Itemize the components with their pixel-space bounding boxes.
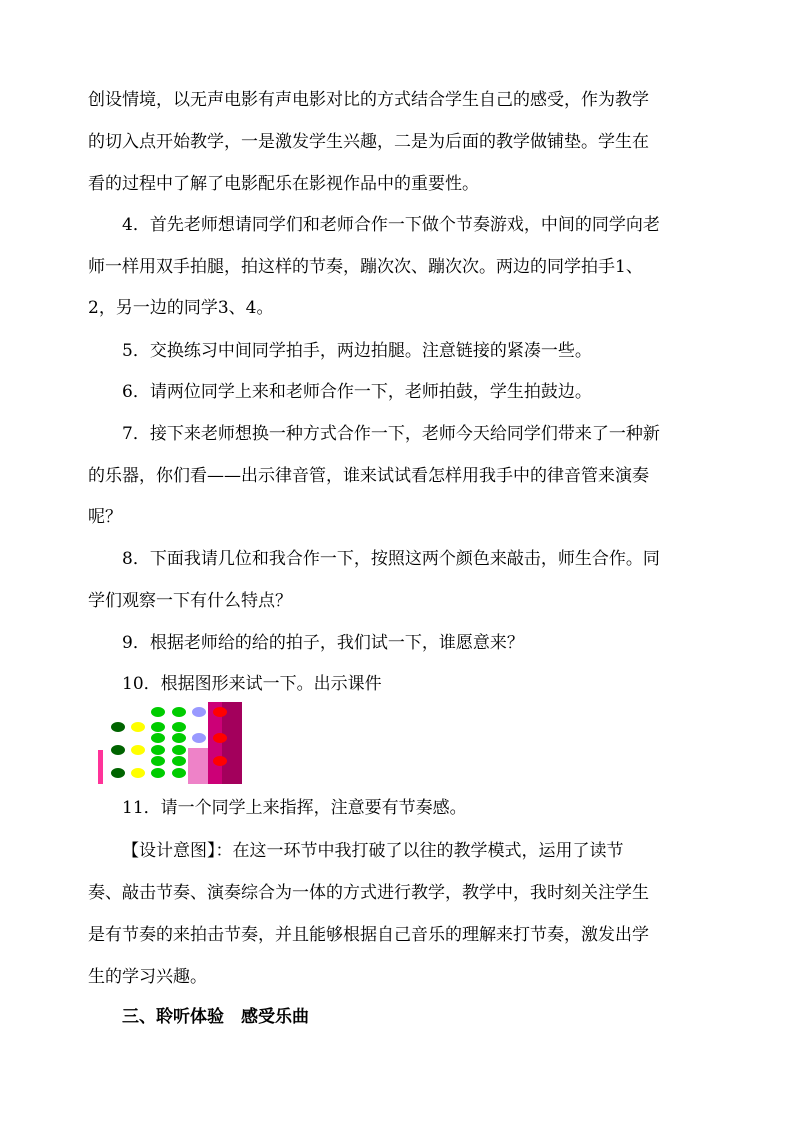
pattern-dot (192, 733, 206, 743)
pattern-dot (172, 722, 186, 732)
pattern-dot (213, 733, 227, 743)
pattern-dot (172, 707, 186, 717)
text-line: 7．接下来老师想换一种方式合作一下，老师今天给同学们带来了一种新 (122, 424, 660, 444)
pattern-dot (111, 745, 125, 755)
text-line: 10．根据图形来试一下。出示课件 (122, 674, 382, 694)
text-line: 师一样用双手拍腿，拍这样的节奏，蹦次次、蹦次次。两边的同学拍手1、 (88, 257, 643, 277)
text-line: 的乐器，你们看——出示律音管，谁来试试看怎样用我手中的律音管来演奏 (88, 466, 649, 486)
pattern-dot (172, 733, 186, 743)
text-line: 呢？ (88, 507, 122, 527)
pattern-dot (131, 768, 145, 778)
text-line: 9．根据老师给的给的拍子，我们试一下，谁愿意来？ (122, 633, 524, 653)
text-line: 4．首先老师想请同学们和老师合作一下做个节奏游戏，中间的同学向老 (122, 215, 660, 235)
rhythm-pattern-diagram (96, 700, 246, 786)
text-line: 5．交换练习中间同学拍手，两边拍腿。注意链接的紧凑一些。 (122, 341, 592, 361)
pattern-dot (151, 756, 165, 766)
pattern-dot (192, 707, 206, 717)
pattern-dot (213, 707, 227, 717)
pattern-block (188, 748, 208, 784)
pattern-dot (213, 756, 227, 766)
text-line: 8．下面我请几位和我合作一下，按照这两个颜色来敲击，师生合作。同 (122, 549, 660, 569)
text-line: 看的过程中了解了电影配乐在影视作品中的重要性。 (88, 174, 479, 194)
pattern-dot (131, 745, 145, 755)
pattern-dot (151, 745, 165, 755)
text-line: 创设情境，以无声电影有声电影对比的方式结合学生自己的感受，作为教学 (88, 90, 649, 110)
pattern-dot (172, 745, 186, 755)
text-line: 生的学习兴趣。 (88, 967, 207, 987)
pattern-dot (151, 722, 165, 732)
pattern-dot (151, 733, 165, 743)
text-line: 6．请两位同学上来和老师合作一下，老师拍鼓，学生拍鼓边。 (122, 382, 592, 402)
text-line: 是有节奏的来拍击节奏，并且能够根据自己音乐的理解来打节奏，激发出学 (88, 925, 649, 945)
text-line: 的切入点开始教学，一是激发学生兴趣，二是为后面的教学做铺垫。学生在 (88, 132, 649, 152)
pattern-dot (111, 722, 125, 732)
pattern-dot (111, 768, 125, 778)
text-line: 【设计意图】：在这一环节中我打破了以往的教学模式，运用了读节 (122, 841, 624, 861)
text-line: 学们观察一下有什么特点？ (88, 591, 292, 611)
pattern-dot (151, 768, 165, 778)
pattern-dot (151, 707, 165, 717)
text-line: 奏、敲击节奏、演奏综合为一体的方式进行教学，教学中，我时刻关注学生 (88, 883, 649, 903)
pattern-dot (172, 768, 186, 778)
section-heading: 三、聆听体验 感受乐曲 (122, 1007, 309, 1027)
pattern-block (98, 750, 103, 784)
text-line: 2，另一边的同学3、4。 (88, 298, 274, 318)
text-line: 11．请一个同学上来指挥，注意要有节奏感。 (122, 798, 467, 818)
pattern-dot (131, 722, 145, 732)
pattern-dot (172, 756, 186, 766)
